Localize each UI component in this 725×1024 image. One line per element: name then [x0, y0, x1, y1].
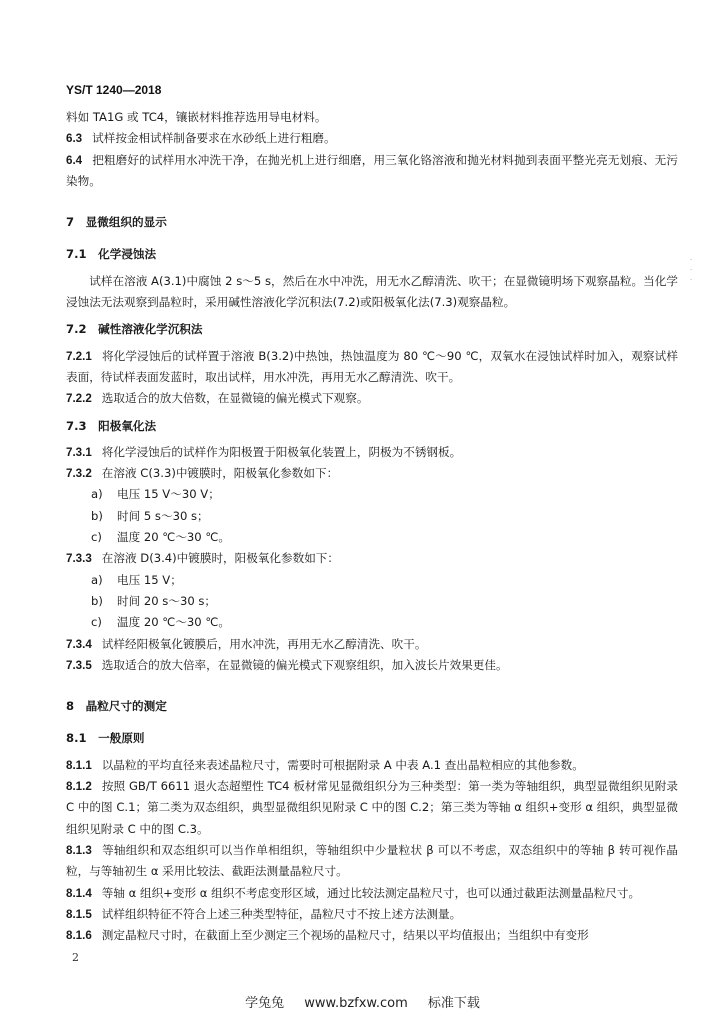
clause-8-1-2	[66, 776, 678, 840]
clause-number: 7.3.2	[66, 467, 92, 481]
clause-number: 6.4	[66, 153, 83, 167]
section-8-title: 8 晶粒尺寸的测定	[66, 699, 167, 714]
list-item-text: 温度 20 ℃～30 ℃。	[117, 615, 230, 630]
clause-7-2-1	[66, 346, 678, 389]
clause-7-3-3	[66, 548, 678, 569]
clause-text: 选取适合的放大倍数，在显微镜的偏光模式下观察。	[101, 391, 369, 406]
list-item-key: a)	[91, 487, 103, 502]
clause-number: 8.1.5	[66, 907, 92, 921]
clause-number: 7.3.3	[66, 552, 92, 566]
list-item	[91, 570, 678, 591]
list-item	[91, 506, 678, 527]
clause-7-3-1	[66, 442, 678, 463]
clause-8-1-6	[66, 925, 678, 946]
clause-text: 等轴组织和双态组织可以当作单相组织，等轴组织中少量粒状 β 可以不考虑，双态组织中的等轴 β 转可视作晶粒，与等轴初生 α 采用比较法、截距法测量晶粒尺寸。	[66, 842, 678, 879]
parameter-list-d	[66, 570, 678, 634]
clause-text: 测定晶粒尺寸时，在截面上至少测定三个视场的晶粒尺寸，结果以平均值报出；当组织中有变形	[101, 928, 589, 943]
paragraph-continuation: 料如 TA1G 或 TC4，镶嵌材料推荐选用导电材料。	[66, 110, 327, 124]
list-item-key: b)	[91, 508, 103, 523]
page-number: 2	[72, 951, 79, 964]
list-item-text: 温度 20 ℃～30 ℃。	[117, 530, 230, 545]
document-header: YS/T 1240—2018	[66, 83, 162, 97]
section-7-3-title: 7.3 阳极氧化法	[66, 418, 157, 433]
list-item-key: b)	[91, 593, 103, 608]
list-item	[91, 527, 678, 548]
clause-number: 7.3.5	[66, 658, 92, 672]
list-item-key: a)	[91, 572, 103, 587]
footer-url-link[interactable]: www.bzfxw.com	[304, 996, 408, 1011]
clause-7-3-5	[66, 655, 678, 676]
section-7-1-text: 试样在溶液 A(3.1)中腐蚀 2 s～5 s，然后在水中冲洗，用无水乙醇清洗、吹干；在显微镜明场下观察晶粒。当化学浸蚀法无法观察到晶粒时，采用碱性溶液化学沉积法(7.2)或阳极氧化法(7.3)观察晶粒。	[66, 273, 678, 310]
clause-text: 将化学浸蚀后的试样置于溶液 B(3.2)中热蚀，热蚀温度为 80 ℃～90 ℃，双氧水在浸蚀试样时加入，观察试样表面，待试样表面发蓝时，取出试样，用水冲洗，再用无水乙醇清洗、吹干。	[66, 348, 678, 384]
page-footer	[0, 992, 725, 1011]
scan-margin-marks: · · ·	[690, 256, 693, 284]
clause-text: 选取适合的放大倍率，在显微镜的偏光模式下观察组织，加入波长片效果更佳。	[101, 657, 508, 672]
clause-number: 7.3.4	[66, 637, 92, 651]
clause-number: 8.1.1	[66, 758, 92, 772]
clause-number: 8.1.6	[66, 929, 92, 943]
section-7-1-title: 7.1 化学浸蚀法	[66, 247, 157, 262]
clause-text: 试样经阳极氧化镀膜后，用水冲洗，再用无水乙醇清洗、吹干。	[101, 636, 427, 651]
clause-8-1-3	[66, 840, 678, 883]
clause-text: 在溶液 D(3.4)中镀膜时，阳极氧化参数如下：	[101, 551, 339, 566]
clause-8-1-5	[66, 904, 678, 925]
clause-number: 8.1.4	[66, 886, 92, 900]
parameter-list-c	[66, 484, 678, 548]
clause-text: 试样按金相试样制备要求在水砂纸上进行粗磨。	[92, 131, 336, 146]
clause-6-4	[66, 150, 678, 193]
clause-8-1-1	[66, 755, 678, 776]
section-7-2-title: 7.2 碱性溶液化学沉积法	[66, 322, 203, 337]
list-item	[91, 484, 678, 505]
clause-text: 在溶液 C(3.3)中镀膜时，阳极氧化参数如下：	[101, 466, 339, 481]
list-item-text: 时间 20 s～30 s；	[117, 593, 217, 608]
clause-number: 7.2.1	[66, 349, 92, 363]
clause-6-3	[66, 128, 678, 149]
clause-8-1-4	[66, 883, 678, 904]
list-item-key: c)	[91, 615, 102, 630]
section-8-1-title: 8.1 一般原则	[66, 731, 145, 746]
clause-7-3-2	[66, 463, 678, 484]
clause-text: 把粗磨好的试样用水冲洗干净，在抛光机上进行细磨，用三氧化铬溶液和抛光材料抛到表面平整光亮无划痕、无污染物。	[66, 152, 678, 188]
clause-text: 等轴 α 组织+变形 α 组织不考虑变形区域，通过比较法测定晶粒尺寸，也可以通过截距法测量晶粒尺寸。	[101, 885, 641, 900]
clause-text: 按照 GB/T 6611 退火态超塑性 TC4 板材常见显微组织分为三种类型：第一类为等轴组织，典型显微组织见附录 C 中的图 C.1；第二类为双态组织，典型显微组织见附录 C 中的图 C.2；第三类为等轴 α 组织+变形 α 组织，典型显微组织见附录 C 中的图 C.3。	[66, 779, 678, 836]
clause-number: 8.1.2	[66, 780, 92, 794]
clause-number: 8.1.3	[66, 843, 92, 857]
clause-number: 7.3.1	[66, 445, 92, 459]
clause-7-3-4	[66, 634, 678, 655]
clause-number: 7.2.2	[66, 392, 92, 406]
list-item-key: c)	[91, 530, 102, 545]
list-item-text: 时间 5 s～30 s；	[117, 508, 209, 523]
footer-tagline: 标准下载	[427, 996, 480, 1011]
list-item	[91, 591, 678, 612]
clause-text: 试样组织特征不符合上述三种类型特征，晶粒尺寸不按上述方法测量。	[101, 906, 462, 921]
list-item-text: 电压 15 V；	[117, 572, 182, 587]
clause-text: 将化学浸蚀后的试样作为阳极置于阳极氧化装置上，阴极为不锈钢板。	[101, 444, 462, 459]
section-7-title: 7 显微组织的显示	[66, 215, 167, 230]
document-body	[66, 107, 678, 946]
clause-7-2-2	[66, 388, 678, 409]
list-item-text: 电压 15 V～30 V；	[117, 487, 220, 502]
clause-number: 6.3	[66, 132, 83, 146]
list-item	[91, 612, 678, 633]
clause-text: 以晶粒的平均直径来表述晶粒尺寸，需要时可根据附录 A 中表 A.1 查出晶粒相应的其他参数。	[101, 757, 584, 772]
footer-site-name: 学兔兔	[245, 996, 285, 1011]
